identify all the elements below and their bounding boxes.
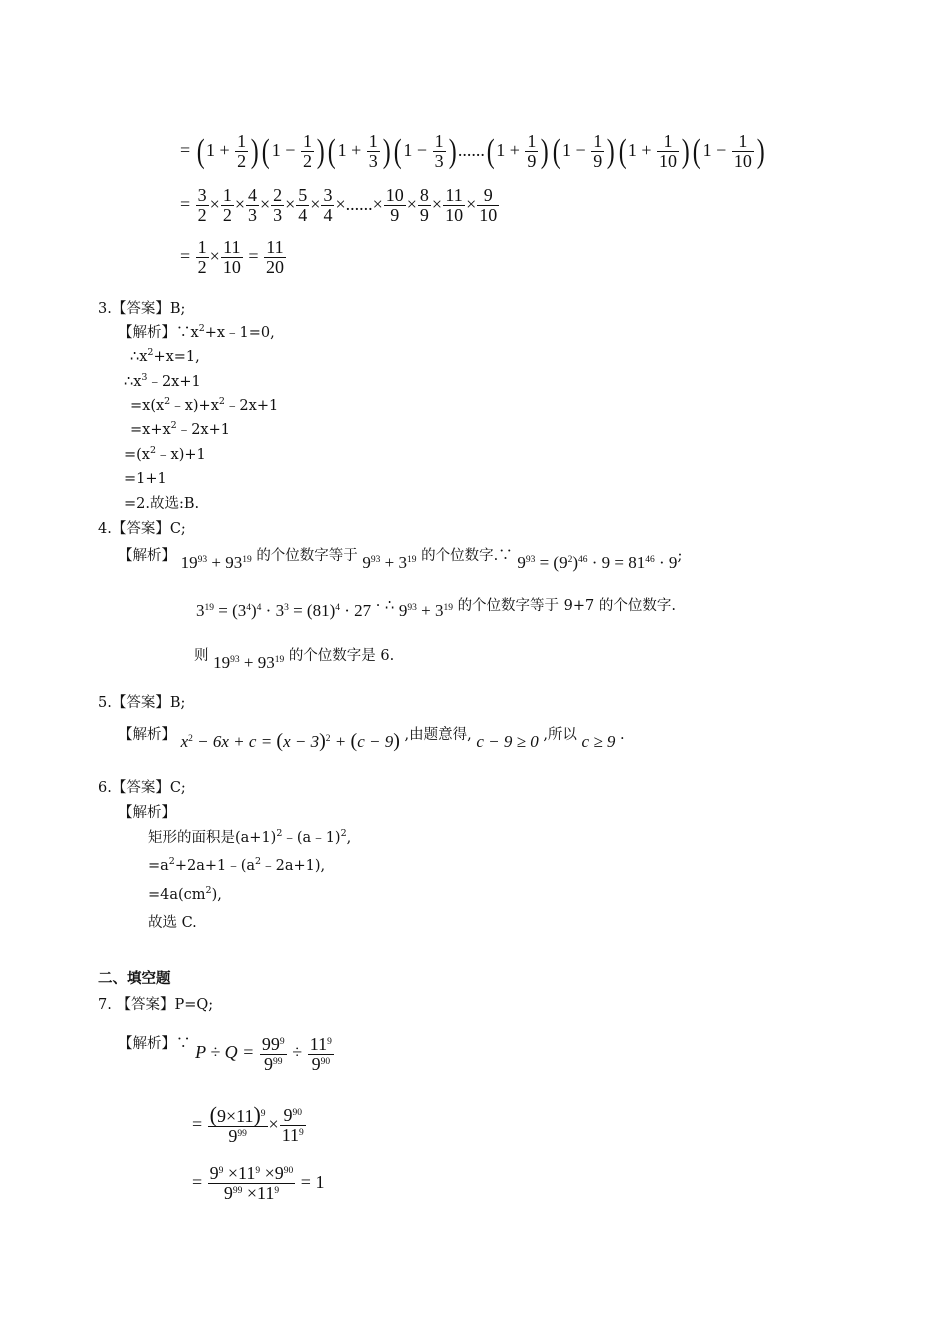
q7-analysis-label: 【解析】∵ [118, 1036, 191, 1052]
q4-analysis-line-1: 【解析】 $19^{93} + 93^{19}$ 的个位数字等于 $9^{93} + 3^{19}$ 的个位数字.∵ $9^{93} = (9^2)^{46} \cdot 9 = 81^{46} \cdot 9$; [118, 548, 683, 572]
q4-answer: 4.【答案】C; [98, 521, 186, 537]
q4-analysis-line-2: $3^{19} = (3^4)^4 \cdot 3^3 = (81)^4 \cdot 27$ · ∴ $9^{93} + 3^{19}$ 的个位数字等于 9+7 的个位数字. [196, 598, 676, 620]
q3-answer: 3.【答案】B; [98, 301, 186, 317]
q7-step-3: = $\frac{9^9 \times 11^9 \times 9^{90}}{9^{99} \times 11^9}$ = 1 [192, 1163, 325, 1204]
q3-step-5: $=x+x^2﹣2x+1$ [130, 420, 230, 438]
q6-step-2: $=a^2+2a+1﹣(a^2﹣2a+1)$, [148, 856, 326, 874]
q3-step-1: $\because x^2+x﹣1=0$, [176, 323, 275, 341]
q7-step-2: = $\frac{(9\times 11)^9}{9^{99}}$ × $\frac{9^{90}}{11^9}$ [192, 1102, 304, 1147]
q5-analysis-line: 【解析】 $x^2 - 6x + c = (x - 3)^2 + (c - 9)$ ,由题意得, c − 9 ≥ 0 ,所以 c ≥ 9 . [118, 727, 625, 752]
q3-step-7: =1+1 [124, 471, 167, 487]
q3-step-4: $=x(x^2﹣x)+x^2﹣2x+1$ [130, 396, 279, 414]
q6-step-1: 矩形的面积是$(a+1)^2﹣(a﹣1)^2$, [148, 828, 352, 846]
ellipsis: ...... [457, 140, 485, 160]
q4-analysis-line-3: 则 $19^{93} + 93^{19}$ 的个位数字是 6. [194, 648, 395, 672]
q6-analysis-label: 【解析】 [118, 805, 176, 821]
expression-line-3: = $\frac{1}{2}$ × $\frac{11}{10}$ = $\frac{11}{20}$ [180, 237, 284, 278]
q3-step-6: $=(x^2﹣x)+1$ [124, 445, 206, 463]
q5-analysis-label: 【解析】 [118, 727, 176, 743]
q6-step-3: $=4a(cm^2)$, [148, 885, 222, 903]
section-title: 二、填空题 [98, 970, 171, 987]
q7-answer: 7. 【答案】P=Q; [98, 997, 214, 1013]
q4-analysis-label: 【解析】 [118, 548, 176, 564]
q7-analysis-line-1: 【解析】∵ P ÷ Q = $\frac{99^9}{9^{99}}$ ÷ $\frac{11^9}{9^{90}}$ [118, 1033, 332, 1074]
q6-answer: 6.【答案】C; [98, 780, 186, 796]
q3-step-3: $\therefore x^3﹣2x+1$ [124, 372, 201, 390]
q5-answer: 5.【答案】B; [98, 695, 186, 711]
q3-analysis-label: 【解析】 [118, 325, 176, 341]
q6-step-4: 故选 C. [148, 915, 197, 931]
expression-line-2: = $\frac{3}{2}$ × $\frac{1}{2}$ × $\frac{4}{3}$ × $\frac{2}{3}$ × $\frac{5}{4}$ × $\frac{3}{4}$ ×......× $\frac{10}{9}$ × $\frac{8}{9}$ × $\frac{11}{10}$ × $\frac{9}{10}$ [180, 185, 498, 226]
q3-step-2: $\therefore x^2+x=1$, [130, 347, 200, 365]
expression-line-1: = (1 + $\frac{1}{2}$ )(1 − $\frac{1}{2}$ )(1 + $\frac{1}{3}$ )(1 − $\frac{1}{3}$ )......(1 + $\frac{1}{9}$ )(1 − $\frac{1}{9}$ )(1 + $\frac{1}{10}$ )(1 − $\frac{1}{10}$ ) [180, 131, 765, 172]
q3-step-8: =2.故选:B. [124, 496, 200, 512]
ellipsis-2: ...... [345, 194, 373, 214]
q3-analysis-line-1 [118, 324, 275, 342]
